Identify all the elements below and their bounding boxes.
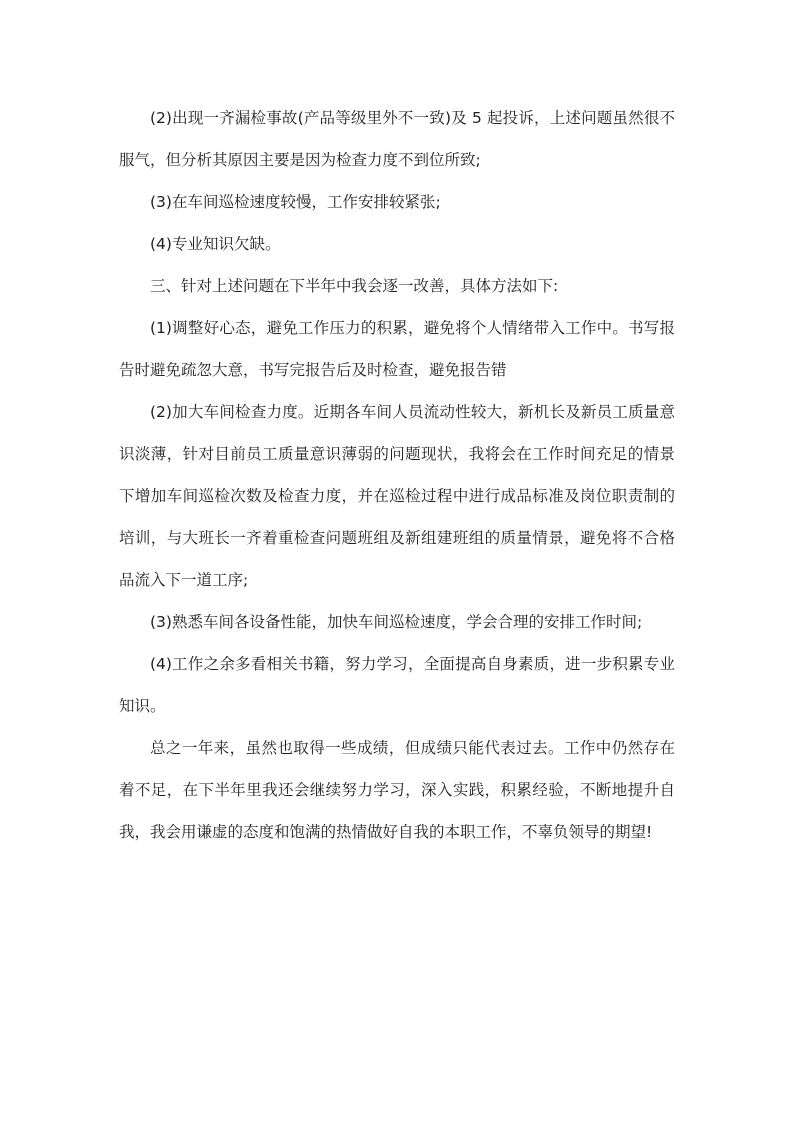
document-body [119, 97, 675, 853]
paragraph-conclusion: 总之一年来，虽然也取得一些成绩，但成绩只能代表过去。工作中仍然存在着不足，在下半年里我还会继续努力学习，深入实践，积累经验，不断地提升自我，我会用谦虚的态度和饱满的热情做好自我的本职工作，不辜负领导的期望! [119, 739, 675, 841]
paragraph-problem-2: (2)出现一齐漏检事故(产品等级里外不一致)及 5 起投诉，上述问题虽然很不服气，但分析其原因主要是因为检查力度不到位所致; [119, 109, 675, 169]
paragraph-measure-1: (1)调整好心态，避免工作压力的积累，避免将个人情绪带入工作中。书写报告时避免疏忽大意，书写完报告后及时检查，避免报告错 [119, 319, 675, 379]
paragraph-problem-3: (3)在车间巡检速度较慢，工作安排较紧张; [150, 193, 441, 211]
paragraph-section-3-heading: 三、针对上述问题在下半年中我会逐一改善，具体方法如下: [150, 277, 559, 295]
paragraph-measure-3: (3)熟悉车间各设备性能，加快车间巡检速度，学会合理的安排工作时间; [150, 613, 643, 631]
paragraph-problem-4: (4)专业知识欠缺。 [150, 235, 281, 253]
paragraph-measure-2: (2)加大车间检查力度。近期各车间人员流动性较大，新机长及新员工质量意识淡薄，针对目前员工质量意识薄弱的问题现状，我将会在工作时间充足的情景下增加车间巡检次数及检查力度，并在巡检过程中进行成品标准及岗位职责制的培训，与大班长一齐着重检查问题班组及新组建班组的质量情景，避免将不合格品流入下一道工序; [119, 403, 675, 589]
paragraph-measure-4: (4)工作之余多看相关书籍，努力学习，全面提高自身素质，进一步积累专业知识。 [119, 655, 675, 715]
